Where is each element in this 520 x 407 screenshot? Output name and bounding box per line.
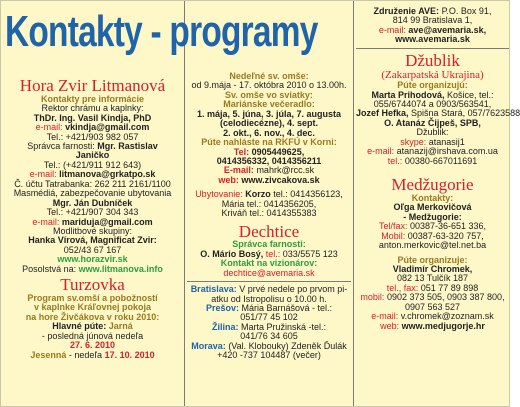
lodging-2: Mária tel.: 0414356205, [221,198,317,209]
medjugorje-link[interactable]: www.medjugorje.hr [401,320,485,331]
avemaria-link[interactable]: www.avemaria.sk [395,34,470,45]
morava-line: Morava: (Val. Klobouky) Zdeněk Ďulák [191,340,347,351]
pilgrim-label: Púte nahláste na RKFÚ v Korni: [201,137,337,148]
holiday-label-2: Mariánske večeradlo: [223,99,315,110]
rector-email[interactable]: vkindja@gmail.com [65,122,150,133]
org-2-line: Jozef Hefka, Spišna Stará, 057/7623588 [356,108,520,119]
merkovic-email[interactable]: anton.merkovic@tel.net.ba [378,240,487,251]
medjugorie-heading: Medžugorie [391,175,474,195]
sunday-text: od 9.mája - 17. októbra 2010 o 13.00h. [191,80,347,91]
main-pilgrimage-date: 27. 6. 2010 [69,340,116,351]
column-right [354,1,520,406]
org-web-line: web: www.medjugorje.hr [380,320,485,331]
admin-line: Správca farnosti: Mgr. Rastislav [27,141,158,152]
masmedia-email-line: e-mail: mariduja@gmail.com [32,216,153,227]
org-1-line: Marta Prihodová, Košice, tel.: [371,89,494,100]
posolstva-line: Posolstvá na: www.litmanova.info [22,263,163,274]
medjugorie-contact-place: - Medžugorie: [403,211,462,222]
prayer-tel: 052/43 67 167 [63,244,122,255]
dechtice-admin-label: Správca farnosti: [232,239,306,250]
holiday-label-1: Sv. omše vo sviatky: [225,89,313,100]
ave-city: 814 99 Bratislava 1, [392,15,473,26]
info-label: Kontakty pre informácie [40,93,145,104]
telfax-line: Tel/fax: 00387-36-651 336, [378,221,487,232]
dzublik-organizers-label: Púte organizujú: [397,80,468,91]
org-mobil-2: 0907 563 527 [404,301,461,312]
ave-divider [356,48,509,49]
dates-2: (celodiecézne), 4. sept. [219,118,319,129]
ave-line: Združenie AVE: P.O. Box 91, [373,6,492,16]
chromek-email[interactable]: v.chromek@zoznam.sk [400,311,494,322]
dechtice-email[interactable]: dechtice@avemaria.sk [223,267,315,278]
org-name: Vladimír Chromek, [392,263,473,274]
admin-tel-line: Tel.: (+421/911 912 643) [43,159,142,170]
presov-2: 051/77 45 102 [240,312,298,323]
rector-label: Rektor chrámu a kaplnky: [41,103,144,114]
presov-line: Prešov: Mária Barnášová - tel.: [205,303,333,314]
morava-2: +420 -737 104487 (večer) [217,350,321,361]
admin-name-2: Janičko [75,150,110,161]
dechtice-divider [187,281,351,282]
dzublik-email[interactable]: atanazij@irshava.com.ua [396,146,498,157]
turzovka-program-2: v kaplnke Kráľovnej pokoja [33,302,151,313]
ave-email[interactable]: ave@avemaria.sk, [408,24,487,35]
org-email-line: e-mail: v.chromek@zoznam.sk [371,311,494,322]
visionaries-label: Kontakt na vizionárov: [220,258,318,269]
account-line: Č. účtu Tatrabanka: 262 211 2161/1100 [14,178,171,189]
org-3: O. Atanáz Čijpeš, SPB, [384,117,481,128]
email-line: E-mail: mahrk@rcc.sk [223,165,315,176]
posolstva-link[interactable]: www.litmanova.info [78,263,163,274]
bratislava-line: Bratislava: V prvé nedele po prvom pi- [190,284,348,295]
rector-tel-line: Tel.: +421/903 982 057 [46,131,139,142]
page-title: Kontakty - programy [5,7,318,56]
medjugorie-contacts-label: Kontakty: [411,192,454,203]
zivcakova-link[interactable]: www.zivcakova.sk [241,174,320,185]
masmedia-name: Mgr. Ján Dubníček [52,197,133,208]
dzublik-heading: Džublik [405,50,460,70]
horazvir-link[interactable]: www.horazvir.sk [57,254,128,265]
mobil-line: Mobil: 00387-63-320 757, [381,230,484,241]
turzovka-heading: Turzovka [60,275,125,295]
masmedia-email[interactable]: mariduja@gmail.com [61,216,153,227]
org-telfax-line: tel., fax: 051 77 89 898 [386,282,479,293]
autumn-pilgrimage-line: Jesenná - nedeľa 17. 10. 2010 [30,349,155,360]
org-mobil-line: mobil: 0902 373 505, 0903 387 800, [360,292,505,303]
litmanova-heading: Hora Zvir Litmanová [19,76,166,95]
rector-name: ThDr. Ing. Vasil Kindja, PhD [33,112,152,123]
zilina-line: Žilina: Marta Pružinská -tel.: [211,321,327,332]
org-1-tel: 055/6744074 a 0903/563541, [373,99,492,110]
rector-email-line: e-mail: vkindja@gmail.com [35,122,150,133]
dzublik-email-line: e-mail: atanazij@irshava.com.ua [367,146,498,157]
main-pilgrimage-line: Hlavné púte: Jarná [52,321,133,332]
medjugorie-contact-name: Oľga Merkovičová [393,202,472,213]
sunday-label: Nedeľné sv. omše: [229,71,309,81]
dates-3: 2. okt., 6. nov., 4. dec. [223,127,315,138]
prayer-label: Modlitbové skupiny: [52,225,133,236]
masmedia-label: Masmédiá, zabezpečovanie ubytovania [13,188,172,199]
dates-1: 1. mája, 5. júna, 3. júla, 7. augusta [196,108,342,119]
dechtice-admin-line: O. Mário Bosý, tel.: 033/5575 123 [200,248,338,259]
zilina-2: 041/76 34 605 [240,331,298,342]
dzublik-subheading: (Zakarpatská Ukrajina) [381,68,484,81]
org-address: 082 13 Tulčík 187 [396,273,469,284]
admin-email-line: e-mail: litmanova@grkatpo.sk [29,169,156,180]
turzovka-program-1: Program sv.omší a pobožností [27,293,158,303]
lodging-3: Kriváň tel.: 0414355383 [221,208,317,219]
dzublik-tel-line: tel.: 00380-667011691 [387,155,478,166]
skype-line: skype: atanasij1 [400,136,465,147]
bratislava-2: atku od Istropolisu o 10.00 h. [211,293,327,304]
web-line: web: www.zivcakova.sk [218,174,320,185]
prayer-name: Hanka Vírová, Magnificat Zvir: [28,235,157,246]
medjugorie-organizers-label: Púte organizuje: [397,254,468,265]
rkfu-email[interactable]: mahrk@rcc.sk [256,165,315,176]
tel-2: 0414356332, 0414356211 [216,155,322,166]
masmedia-tel-line: Tel.: +421/907 304 343 [46,207,139,218]
ave-email-line: e-mail: ave@avemaria.sk, [378,24,487,35]
lodging-line: Ubytovanie: Korzo tel.: 0414356123, [195,189,343,200]
dechtice-heading: Dechtice [238,221,300,241]
turzovka-program-3: na hore Živčákova v roku 2010: [25,311,160,322]
main-pilgrimage-note: - posledná júnová nedeľa [41,330,144,341]
org-3-place: Džublik: [416,127,449,138]
admin-email[interactable]: litmanova@grkatpo.sk [59,169,156,180]
column-left [1,1,184,406]
tel-line: Tel: 0905449625, [233,146,305,157]
column-middle [185,1,353,406]
